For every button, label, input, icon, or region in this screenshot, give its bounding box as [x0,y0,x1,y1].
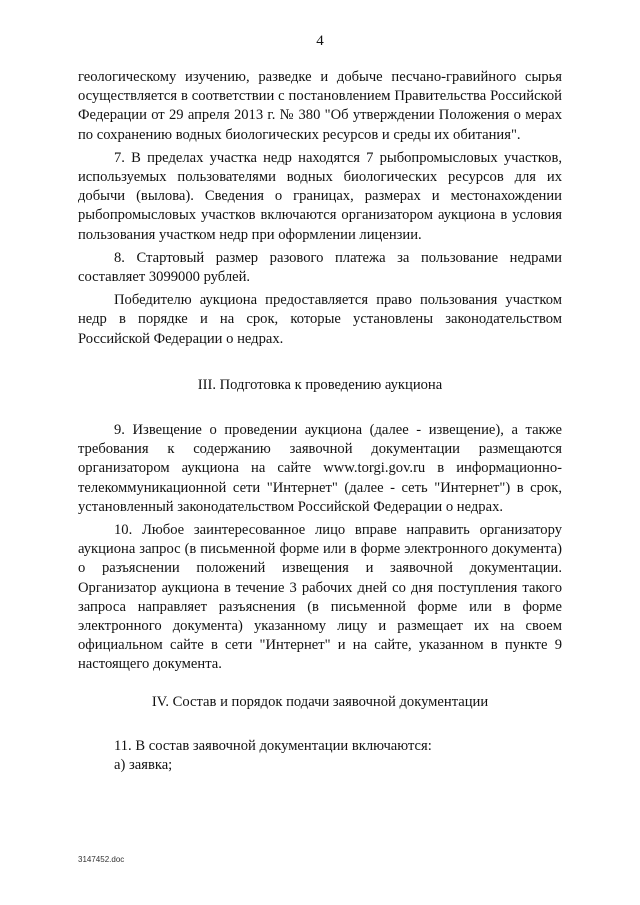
document-code: 3147452.doc [78,855,125,864]
section-4-body [78,737,562,775]
page-number: 4 [316,33,324,49]
paragraph-item-11-a: а) заявка; [114,757,173,774]
paragraph-item-8: 8. Стартовый размер разового платежа за пользование недрами составляет 3099000 рублей. [78,249,562,286]
paragraph-item-9: 9. Извещение о проведении аукциона (далее - извещение), а также требования к содержанию заявочной документации размещаются организатором аукциона на сайте www.torgi.gov.ru в информационно-телекоммуникационной сети "Интернет" (далее - сеть "Интернет") в срок, установленный законодательством Российской Федерации о недрах. [78,422,562,515]
section-3-body [78,421,562,675]
section-3-heading: III. Подготовка к проведению аукциона [197,377,443,393]
paragraph-item-10: 10. Любое заинтересованное лицо вправе направить организатору аукциона запрос (в письменной форме или в форме электронного документа) о разъяснении положений извещения и заявочной документации. Организатор аукциона в течение 3 рабочих дней со дня поступления такого запроса направляет разъяснения (в письменной форме или в форме электронного документа) указанному лицу и размещает их на своем официальном сайте в сети "Интернет" и на сайте, указанном в пункте 9 настоящего документа. [78,522,562,673]
paragraph-geology: геологическому изучению, разведке и добыче песчано-гравийного сырья осуществляется в соответствии с постановлением Правительства Российской Федерации от 29 апреля 2013 г. № 380 "Об утверждении Положения о мерах по сохранению водных биологических ресурсов и среды их обитания". [78,69,562,143]
paragraph-winner: Победителю аукциона предоставляется право пользования участком недр в порядке и на срок, которые установлены законодательством Российской Федерации о недрах. [78,292,562,347]
document-body [78,68,562,349]
paragraph-item-11: 11. В состав заявочной документации включаются: [114,738,432,754]
section-3-heading-block [78,376,562,395]
section-4-heading: IV. Состав и порядок подачи заявочной документации [151,694,489,710]
section-4-heading-block [78,693,562,712]
paragraph-item-7: 7. В пределах участка недр находятся 7 рыбопромысловых участков, используемых пользователями водных биологических ресурсов для их добычи (вылова). Сведения о границах, размерах и местонахождении рыбопромысловых участков включаются организатором аукциона в условия пользования участком недр при оформлении лицензии. [78,149,562,243]
